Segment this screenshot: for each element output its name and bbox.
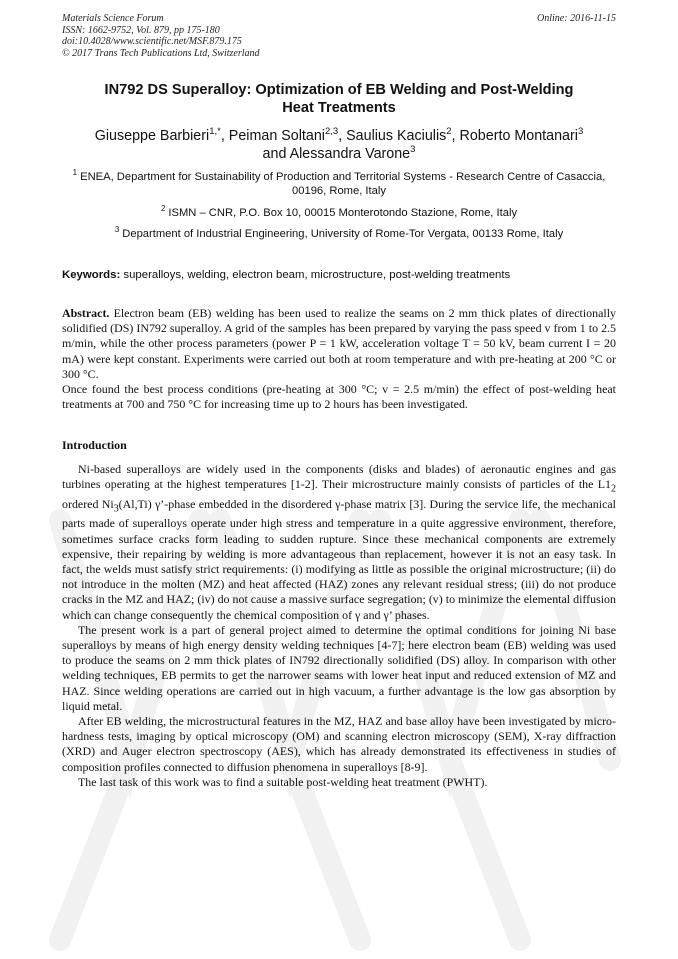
author-affiliation-mark: 1,* <box>209 126 221 137</box>
introduction-body <box>62 462 616 790</box>
title-line-2: Heat Treatments <box>282 100 396 116</box>
keywords-text: superalloys, welding, electron beam, microstructure, post-welding treatments <box>120 269 511 281</box>
section-heading-introduction: Introduction <box>62 438 127 452</box>
issn-line: ISSN: 1662-9752, Vol. 879, pp 175-180 <box>62 24 220 36</box>
paper-title <box>62 81 616 117</box>
title-line-1: IN792 DS Superalloy: Optimization of EB Welding and Post-Welding <box>104 82 574 98</box>
abstract-paragraph-1: Abstract. Electron beam (EB) welding has been used to realize the seams on 2 mm thick plates of directionally solidified (DS) IN792 superalloy. A grid of the samples has been prepared by varying the pass speed v from 1 to 2.5 m/min, while the other process parameters (power P = 1 kW, acceleration voltage T = 50 kV, beam current I = 20 mA) were kept constant. Experiments were carried out both at room temperature and with pre-heating at 200 °C or 300 °C. <box>62 306 616 381</box>
keywords <box>62 268 616 282</box>
author-affiliation-mark: 2 <box>446 126 452 137</box>
author-name: Giuseppe Barbieri <box>94 128 210 144</box>
author-name: Alessandra Varone <box>289 146 411 162</box>
author-affiliation-mark: 3 <box>577 126 584 137</box>
intro-paragraph-1: Ni-based superalloys are widely used in the components (disks and blades) of aeronautic engines and gas turbines operating at the highest temperatures [1-2]. Their microstructure mainly consists of particles of the $L1_2$ ordered $Ni_3(Al,Ti)$ γ’-phase embedded in the disordered γ-phase matrix [3]. During the service life, the mechanical parts made of superalloys operate under high stress and temperature in a quite aggressive environment, therefore, sometimes surface cracks form leading to sudden rupture. Since these mechanical components are extremely expensive, their repairing by welding is more advantageous than replacement, however it is not an easy task. In fact, the welds must satisfy strict requirements: (i) modifying as little as possible the original microstructure; (ii) do not introduce in the molten (MZ) and heat affected (HAZ) zones any relevant residual stress; (iii) do not produce cracks in the MZ and HAZ; (iv) do not cause a massive surface segregation; (v) to minimize the elemental diffusion which can change consequently the chemical composition of γ and γ’ phases. <box>62 462 616 622</box>
author-name: Roberto Montanari <box>459 128 578 144</box>
author-list: Giuseppe Barbieri$^{1,*}$, Peiman Soltani$^{2,3}$, Saulius Kaciulis$^2$, Roberto Montanari$^3$ and Alessandra Varone$^3$ <box>94 126 584 162</box>
copyright-line: © 2017 Trans Tech Publications Ltd, Switzerland <box>62 47 260 59</box>
intro-paragraph-4: The last task of this work was to find a suitable post-welding heat treatment (PWHT). <box>78 774 488 789</box>
author-name: Peiman Soltani <box>228 128 325 144</box>
intro-paragraph-2: The present work is a part of general project aimed to determine the optimal conditions for joining Ni base superalloys by means of high energy density welding techniques [4-7]; here electron beam (EB) welding was used to produce the seams on 2 mm thick plates of IN792 directionally solidified (DS) alloy. In comparison with other welding techniques, EB permits to get the narrower seams with lower heat input and reduced extension of MZ and HAZ. Since welding operations are carried out in high vacuum, a further advantage is the low gas absorption by liquid metal. <box>62 622 616 713</box>
journal-name: Materials Science Forum <box>62 13 164 24</box>
abstract <box>62 306 616 412</box>
keywords-label: Keywords: <box>62 269 121 281</box>
page-header <box>62 13 616 67</box>
doi-line: doi:10.4028/www.scientific.net/MSF.879.175 <box>62 36 242 47</box>
journal-info <box>62 13 260 59</box>
author-affiliation-mark: 3 <box>410 144 416 155</box>
author-affiliation-mark: 2,3 <box>324 126 339 137</box>
affiliation-2: $^2$ ISMN – CNR, P.O. Box 10, 00015 Monterotondo Stazione, Rome, Italy <box>160 204 518 219</box>
affiliation-1: $^1$ ENEA, Department for Sustainability of Production and Territorial Systems - Research Centre of Casaccia, 00196, Rome, Italy <box>72 168 606 197</box>
affiliation-3: $^3$ Department of Industrial Engineering, University of Rome-Tor Vergata, 00133 Rome, Italy <box>114 225 564 240</box>
abstract-label: Abstract. <box>62 306 110 320</box>
intro-paragraph-3: After EB welding, the microstructural features in the MZ, HAZ and base alloy have been investigated by micro-hardness tests, imaging by optical microscopy (OM) and scanning electron microscopy (SEM), X-ray diffraction (XRD) and Auger electron spectroscopy (AES), which has already demonstrated its effectiveness in studies of composition profiles connected to diffusion phenomena in superalloys [8-9]. <box>62 714 616 774</box>
author-name: Saulius Kaciulis <box>346 128 447 144</box>
abstract-paragraph-2: Once found the best process conditions (pre-heating at 300 °C; v = 2.5 m/min) the effect of post-welding heat treatments at 700 and 750 °C for increasing time up to 2 hours has been investigated. <box>62 382 616 412</box>
online-date: Online: 2016-11-15 <box>537 13 616 24</box>
